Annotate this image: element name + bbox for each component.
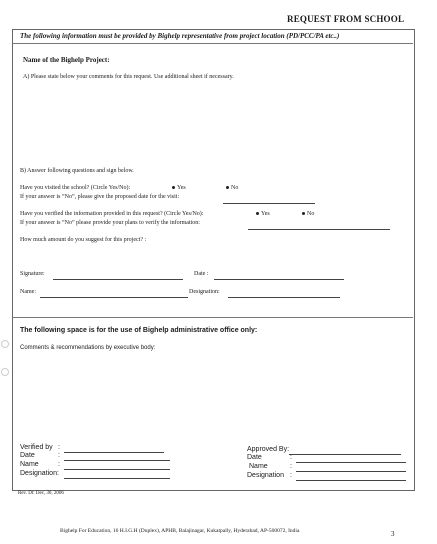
- form-frame: [12, 29, 415, 491]
- colon: :: [290, 454, 292, 461]
- visited-no-option[interactable]: No: [226, 185, 238, 191]
- verified-by-label: Verified by: [20, 444, 53, 451]
- admin-section-heading: The following space is for the use of Bighelp administrative office only:: [20, 327, 258, 334]
- verified-name-field[interactable]: [64, 469, 170, 470]
- rep-section-heading: The following information must be provided by Bighelp representative from project location (PD/PCC/PA etc..): [20, 32, 340, 40]
- verified-name-label: Name: [20, 461, 39, 468]
- bullet-icon: [302, 212, 305, 215]
- approved-by-label: Approved By:: [247, 446, 290, 453]
- colon: :: [290, 472, 292, 479]
- page-number: 3: [391, 530, 395, 538]
- visit-date-field[interactable]: [223, 203, 315, 204]
- verified-by-field[interactable]: [64, 452, 164, 453]
- comments-prompt: A) Please state below your comments for this request. Use additional sheet if necessary.: [23, 74, 234, 80]
- approved-designation-label: Designation: [247, 472, 284, 479]
- colon: :: [58, 444, 60, 451]
- approved-date-label: Date: [247, 454, 262, 461]
- verified-yes-option[interactable]: Yes: [256, 211, 270, 217]
- date-label: Date :: [194, 271, 209, 277]
- signature-label: Signature:: [20, 271, 45, 277]
- visited-followup: If your answer is “No”, please give the proposed date for the visit:: [20, 194, 180, 200]
- bullet-icon: [256, 212, 259, 215]
- footer-address: Bighelp For Education, 16 H.I.G.H (Duplex), APHB, Balajinagar, Kukatpally, Hyderabad, AP-500072, India: [60, 528, 300, 534]
- colon: :: [58, 461, 60, 468]
- date-field[interactable]: [214, 279, 344, 280]
- question-amount: How much amount do you suggest for this project? :: [20, 237, 147, 243]
- verified-designation-label: Designation:: [20, 470, 59, 477]
- approved-name-label: Name: [249, 463, 268, 470]
- name-label: Name:: [20, 289, 36, 295]
- heading-divider: [12, 43, 413, 44]
- verified-date-label: Date: [20, 452, 35, 459]
- signature-field[interactable]: [53, 279, 183, 280]
- visited-yes-option[interactable]: Yes: [172, 185, 186, 191]
- approved-designation-field[interactable]: [296, 480, 406, 481]
- bullet-icon: [226, 186, 229, 189]
- designation-field[interactable]: [228, 297, 340, 298]
- verified-designation-field[interactable]: [64, 478, 170, 479]
- approved-date-field[interactable]: [296, 462, 406, 463]
- section-divider: [12, 317, 413, 318]
- admin-comments-label: Comments & recommendations by executive body:: [20, 345, 156, 351]
- verified-no-option[interactable]: No: [302, 211, 314, 217]
- question-visited: Have you visited the school? (Circle Yes/No):: [20, 185, 131, 191]
- revision-date: Rev. Dt: Dec, 30, 2006: [18, 491, 64, 496]
- question-verified: Have you verified the information provided in this request? (Circle Yes/No):: [20, 211, 204, 217]
- colon: :: [290, 463, 292, 470]
- colon: :: [58, 452, 60, 459]
- binder-hole-mark: [1, 340, 9, 348]
- binder-hole-mark: [1, 368, 9, 376]
- designation-label: Designation:: [189, 289, 220, 295]
- verify-plan-field[interactable]: [248, 229, 390, 230]
- approved-name-field[interactable]: [296, 471, 406, 472]
- project-name-label: Name of the Bighelp Project:: [23, 56, 110, 64]
- page-title: REQUEST FROM SCHOOL: [287, 14, 405, 24]
- questions-prompt: B) Answer following questions and sign below.: [20, 168, 134, 174]
- bullet-icon: [172, 186, 175, 189]
- approved-by-field[interactable]: [289, 454, 401, 455]
- verified-date-field[interactable]: [64, 460, 170, 461]
- verified-followup: If your answer is “No” please provide your plans to verify the information:: [20, 220, 200, 226]
- name-field[interactable]: [40, 297, 188, 298]
